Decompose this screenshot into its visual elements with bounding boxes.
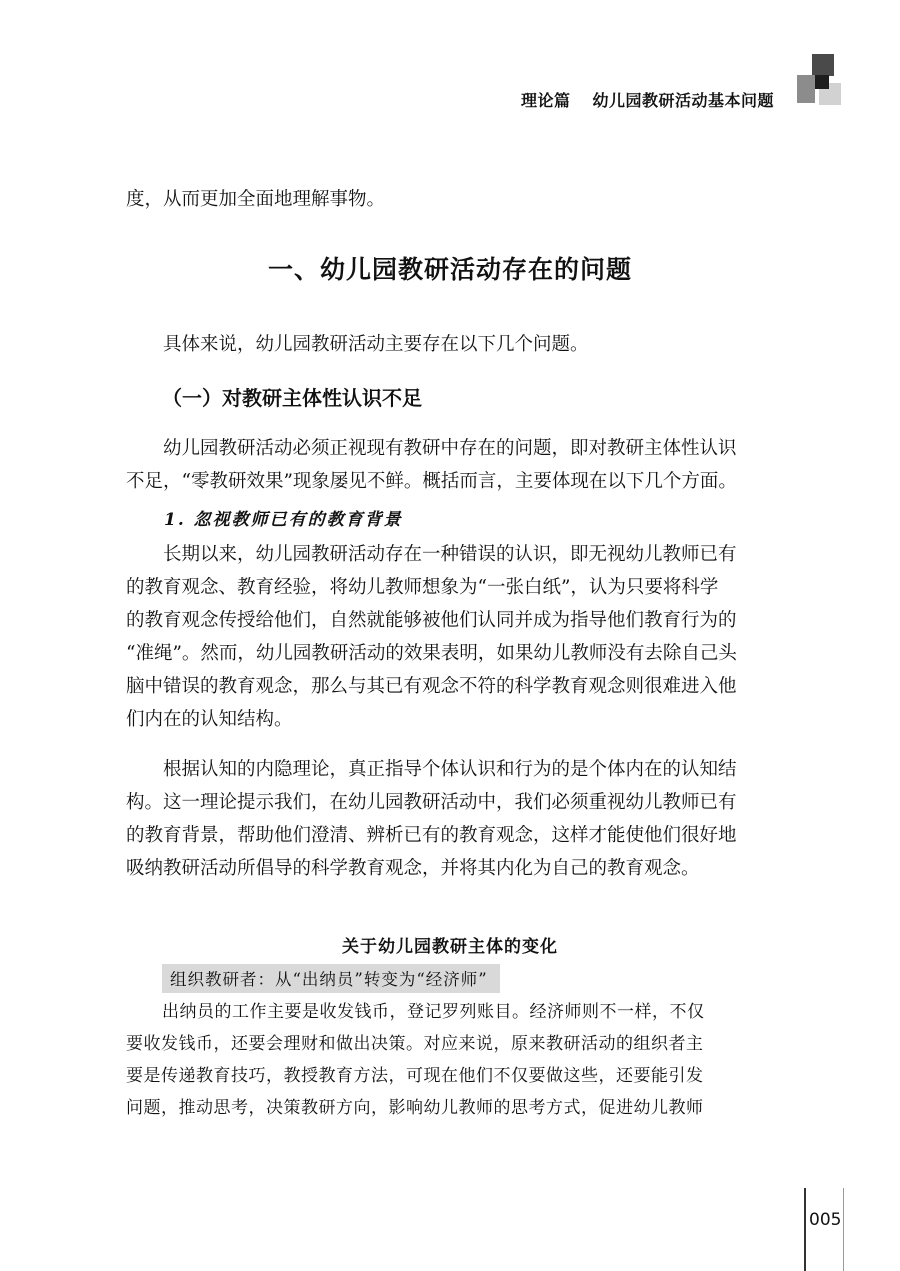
decorative-square: [815, 75, 829, 89]
page-number: 005: [809, 1210, 842, 1230]
header-chapter: 幼儿园教研活动基本问题: [592, 91, 774, 110]
text-line: 不足，“零教研效果”现象屡见不鲜。概括而言，主要体现在以下几个方面。: [126, 471, 737, 492]
section-intro: [126, 328, 774, 361]
text-line: 问题，推动思考，决策教研方向，影响幼儿教师的思考方式，促进幼儿教师: [126, 1098, 704, 1118]
paragraph-1: [126, 538, 774, 736]
box-body: [126, 996, 774, 1124]
text-line: 根据认知的内隐理论，真正指导个体认识和行为的是个体内在的认知结: [163, 759, 737, 780]
text-line: 脑中错误的教育观念，那么与其已有观念不符的科学教育观念则很难进入他: [126, 676, 737, 697]
text-line: 的教育观念传授给他们，自然就能够被他们认同并成为指导他们教育行为的: [126, 610, 737, 631]
page-number-rule: [843, 1188, 844, 1271]
running-header: [521, 88, 774, 111]
text-line: 长期以来，幼儿园教研活动存在一种错误的认识，即无视幼儿教师已有: [163, 544, 737, 565]
subsection-paragraph: [126, 432, 774, 498]
text-line: 幼儿园教研活动必须正视现有教研中存在的问题，即对教研主体性认识: [163, 438, 737, 459]
text-line: 出纳员的工作主要是收发钱币，登记罗列账目。经济师则不一样，不仅: [162, 1002, 705, 1022]
point-title: 1. 忽视教师已有的教育背景: [164, 510, 403, 530]
box-subtitle: 组织教研者：从“出纳员”转变为“经济师”: [162, 964, 500, 993]
section-title: 一、幼儿园教研活动存在的问题: [267, 255, 632, 284]
text-line: “准绳”。然而，幼儿园教研活动的效果表明，如果幼儿教师没有去除自己头: [126, 643, 737, 664]
box-title: 关于幼儿园教研主体的变化: [342, 937, 558, 957]
text-line: 度，从而更加全面地理解事物。: [126, 189, 386, 210]
text-line: 要是传递教育技巧，教授教育方法，可现在他们不仅要做这些，还要能引发: [126, 1066, 704, 1086]
continued-paragraph: [126, 183, 774, 216]
text-line: 吸纳教研活动所倡导的科学教育观念，并将其内化为自己的教育观念。: [126, 858, 700, 879]
header-part: 理论篇: [520, 91, 571, 110]
page-number-rule: [804, 1188, 806, 1271]
decorative-square: [812, 54, 834, 76]
text-line: 要收发钱币，还要会理财和做出决策。对应来说，原来教研活动的组织者主: [126, 1034, 704, 1054]
text-line: 的教育观念、教育经验，将幼儿教师想象为“一张白纸”，认为只要将科学: [126, 577, 719, 598]
text-line: 们内在的认知结构。: [126, 709, 293, 730]
subsection-title: （一）对教研主体性认识不足: [162, 386, 422, 410]
paragraph-2: [126, 753, 774, 885]
text-line: 构。这一理论提示我们，在幼儿园教研活动中，我们必须重视幼儿教师已有: [126, 792, 737, 813]
text-line: 的教育背景，帮助他们澄清、辨析已有的教育观念，这样才能使他们很好地: [126, 825, 737, 846]
decorative-square: [797, 75, 815, 103]
text-line: 具体来说，幼儿园教研活动主要存在以下几个问题。: [163, 334, 589, 355]
